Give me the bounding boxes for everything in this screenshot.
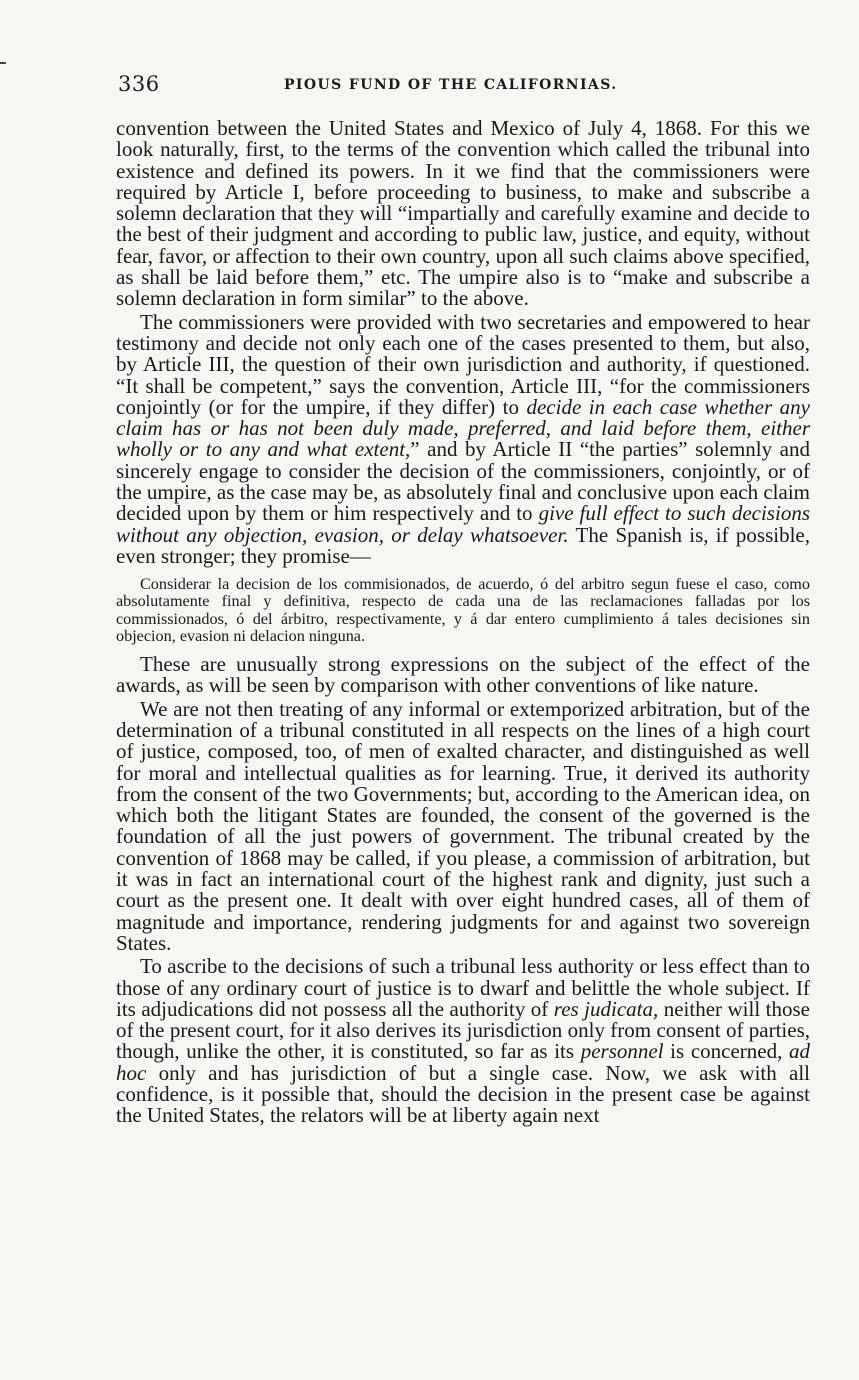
paragraph-2-text-e: The Spanish is, if possible, even stronger; they promise— [116,522,810,568]
paragraph-5-text-a: To ascribe to the decisions of such a tribunal less authority or less effect than to those of any ordinary court of justice is to dwarf and belittle the whole subject. If its adjudications did not possess all the authority of [116,954,810,1021]
margin-mark [0,62,6,64]
paragraph-5-italic-f: ad hoc [116,1039,810,1085]
paragraph-1: convention between the United States and Mexico of July 4, 1868. For this we look naturally, first, to the terms of the convention which called the tribunal into existence and defined its powers. In it we find that the commissioners were required by Article I, before proceeding to business, to make and subscribe a solemn declaration that they will “impartially and carefully examine and decide to the best of their judgment and according to public law, justice, and equity, without fear, favor, or affection to their own country, upon all such claims above specified, as shall be laid before them,” etc. The umpire also is to “make and subscribe a solemn declaration in form similar” to the above. [116,116,810,311]
paragraph-5 [116,956,810,1126]
paragraph-5-text-c: neither will those of the present court, for it also derives its jurisdiction only from consent of parties, though, unlike the other, it is constituted, so far as its [116,996,810,1064]
paragraph-3: These are unusually strong expressions on the subject of the effect of the awards, as will be seen by comparison with other conventions of like nature. [116,652,810,698]
running-title: PIOUS FUND OF THE CALIFORNIAS. [284,77,618,93]
paragraph-2-text-a: The commissioners were provided with two secretaries and empowered to hear testimony and decide not only each one of the cases presented to them, but also, by Article III, the question of their own jurisdiction and authority, if questioned. “It shall be competent,” says the convention, Article III, “for the commissioners conjointly (or for the umpire, if they differ) to [116,309,810,419]
paragraph-5-italic-d: personnel [580,1039,664,1064]
paragraph-2 [116,309,810,568]
paragraph-2-italic-b: decide in each case whether any claim has or has not been duly made, preferred, and laid before them, either wholly or to any and what extent, [116,394,810,462]
paragraph-2-italic-d: give full effect to such decisions without any objection, evasion, or delay whatsoever. [116,501,810,547]
page-header [118,72,810,100]
page-number: 336 [118,72,160,96]
paragraph-2-text-c: ” and by Article II “the parties” solemnly and sincerely engage to consider the decision of the commissioners, conjointly, or of the umpire, as the case may be, as absolutely final and conclusive upon each claim decided upon by them or him respectively and to [116,437,810,526]
spanish-quote: Considerar la decision de los commisionados, de acuerdo, ó del arbitro segun fuese el caso, como absolutamente final y definitiva, respecto de cada una de las reclamaciones falladas por los commissionados, ó del árbitro, respectivamente, y á dar entero cumplimiento á tales decisiones sin objecion, evasion ni delacion ninguna. [116,575,810,645]
paragraph-5-italic-b: res judicata, [553,996,659,1021]
body-text [116,118,810,1127]
paragraph-4: We are not then treating of any informal or extemporized arbitration, but of the determination of a tribunal constituted in all respects on the lines of a high court of justice, composed, too, of men of exalted character, and distinguished as well for moral and intellectual qualities as for learning. True, it derived its authority from the consent of the two Governments; but, according to the American idea, on which both the litigant States are founded, the consent of the governed is the foundation of all the just powers of government. The tribunal created by the convention of 1868 may be called, if you please, a commission of arbitration, but it was in fact an international court of the highest rank and dignity, just such a court as the present one. It dealt with over eight hundred cases, all of them of magnitude and importance, rendering judgments for and against two sovereign States. [116,696,810,955]
paragraph-5-text-e: is concerned, [663,1039,789,1064]
paragraph-5-text-g: only and has jurisdiction of but a single case. Now, we ask with all confidence, is it possible that, should the decision in the present case be against the United States, the relators will be at liberty again next [116,1060,810,1128]
